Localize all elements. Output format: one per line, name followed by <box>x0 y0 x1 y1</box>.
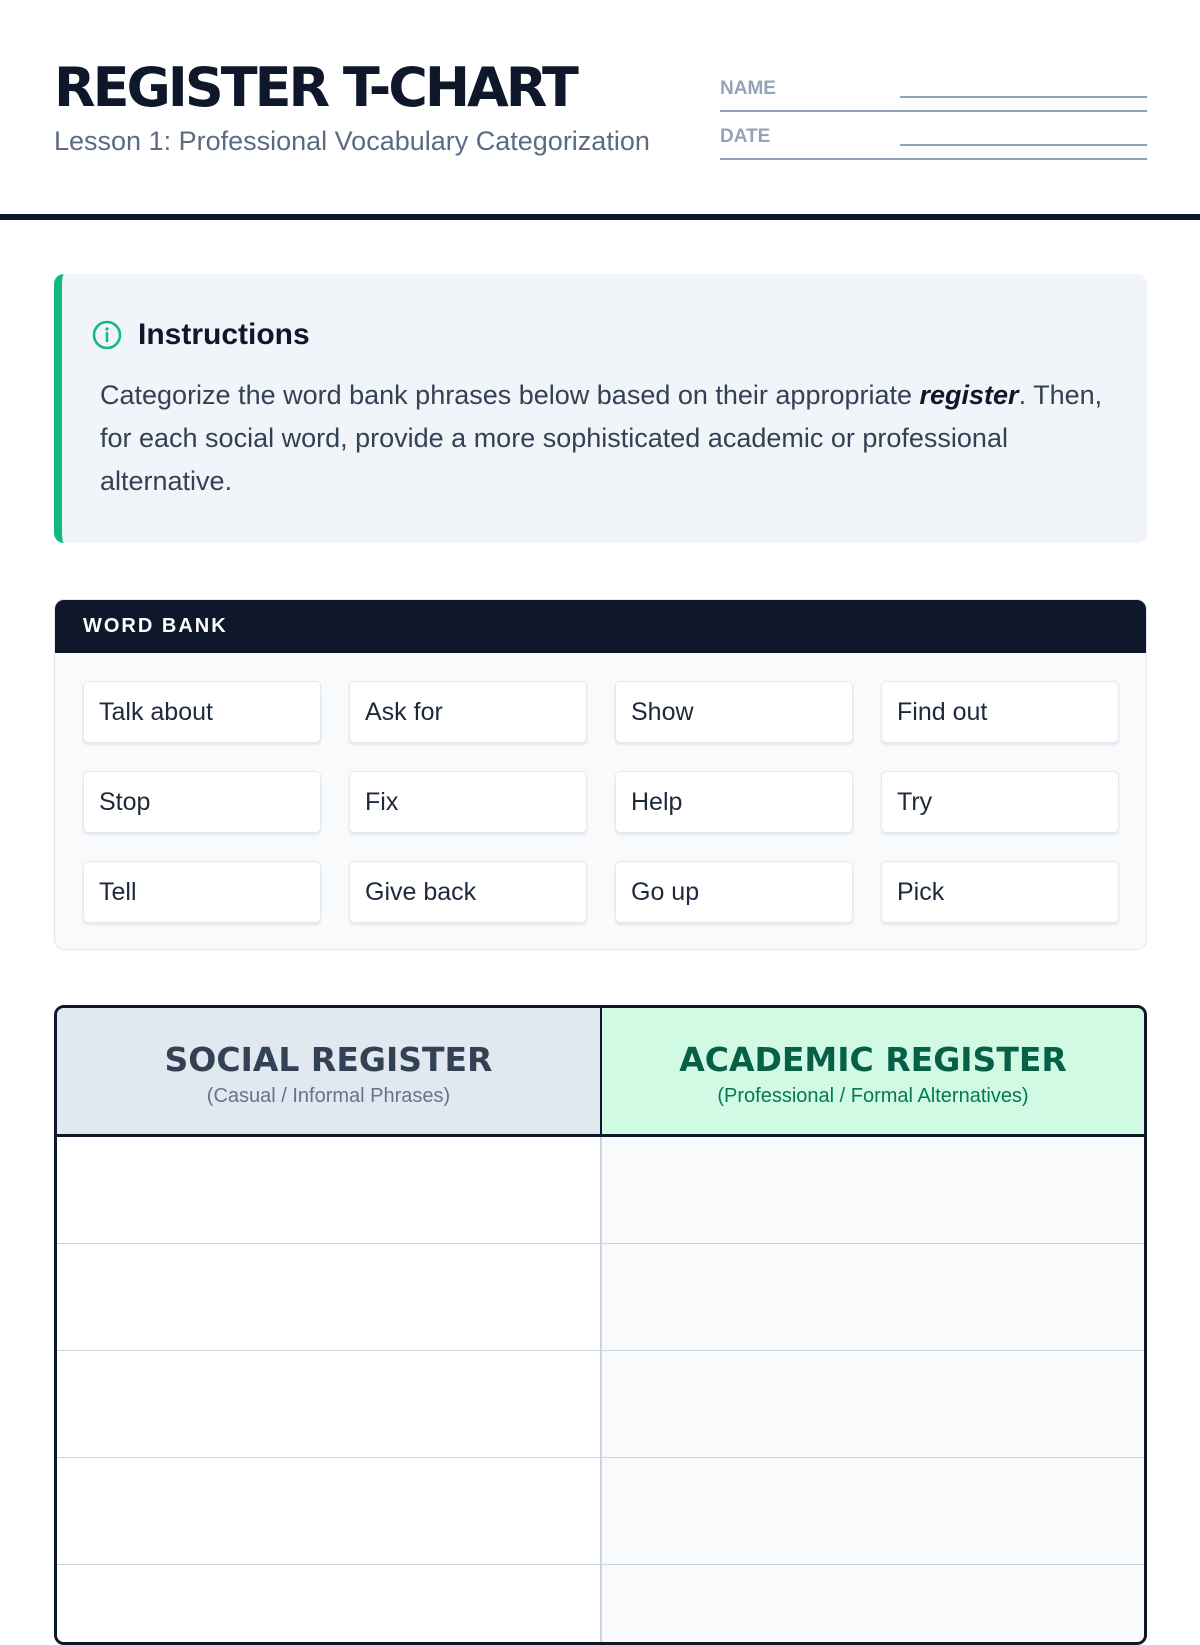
info-icon <box>92 320 122 350</box>
instructions-heading <box>92 318 310 352</box>
academic-register-header <box>602 1008 1144 1137</box>
word-bank-title: WORD BANK <box>55 600 1146 653</box>
page-subtitle: Lesson 1: Professional Vocabulary Categorization <box>54 126 650 156</box>
academic-register-subtitle: (Professional / Formal Alternatives) <box>717 1085 1029 1107</box>
instructions-text-before: Categorize the word bank phrases below based on their appropriate <box>100 380 920 410</box>
word-chip[interactable]: Fix <box>349 771 587 833</box>
worksheet-header <box>0 0 1200 220</box>
word-chip[interactable]: Go up <box>615 861 853 923</box>
academic-answer-cell[interactable] <box>602 1244 1144 1350</box>
academic-answer-cell[interactable] <box>602 1565 1144 1645</box>
date-line <box>900 144 1147 146</box>
social-answer-cell[interactable] <box>57 1351 602 1457</box>
instructions-title: Instructions <box>138 318 310 351</box>
word-bank-grid <box>83 681 1121 923</box>
word-chip[interactable]: Show <box>615 681 853 743</box>
social-register-subtitle: (Casual / Informal Phrases) <box>206 1085 451 1107</box>
date-field[interactable] <box>720 126 1147 160</box>
page-title: REGISTER T-CHART <box>54 56 576 119</box>
word-chip[interactable]: Help <box>615 771 853 833</box>
academic-answer-cell[interactable] <box>602 1137 1144 1243</box>
name-line <box>900 96 1147 98</box>
social-answer-cell[interactable] <box>57 1244 602 1350</box>
academic-register-title: ACADEMIC REGISTER <box>679 1040 1067 1079</box>
instructions-emphasis: register <box>919 380 1019 410</box>
t-chart-row <box>57 1565 1144 1645</box>
date-label: DATE <box>720 126 771 147</box>
word-chip[interactable]: Tell <box>83 861 321 923</box>
word-chip[interactable]: Find out <box>881 681 1119 743</box>
word-chip[interactable]: Try <box>881 771 1119 833</box>
t-chart-row <box>57 1351 1144 1458</box>
instructions-text-after: . Then, for each social word, provide a more sophisticated academic or professional alternative. <box>100 380 1103 496</box>
academic-answer-cell[interactable] <box>602 1351 1144 1457</box>
t-chart-row <box>57 1137 1144 1244</box>
instructions-text <box>100 374 1110 503</box>
name-label: NAME <box>720 78 776 99</box>
t-chart-row <box>57 1458 1144 1565</box>
word-chip[interactable]: Ask for <box>349 681 587 743</box>
social-answer-cell[interactable] <box>57 1458 602 1564</box>
word-chip[interactable]: Stop <box>83 771 321 833</box>
t-chart-row <box>57 1244 1144 1351</box>
word-chip[interactable]: Talk about <box>83 681 321 743</box>
word-chip[interactable]: Pick <box>881 861 1119 923</box>
academic-answer-cell[interactable] <box>602 1458 1144 1564</box>
word-chip[interactable]: Give back <box>349 861 587 923</box>
t-chart <box>54 1005 1147 1645</box>
social-answer-cell[interactable] <box>57 1137 602 1243</box>
social-answer-cell[interactable] <box>57 1565 602 1645</box>
name-field[interactable] <box>720 78 1147 112</box>
word-bank <box>54 599 1147 950</box>
t-chart-body <box>57 1137 1144 1642</box>
social-register-header <box>57 1008 602 1137</box>
social-register-title: SOCIAL REGISTER <box>164 1040 493 1079</box>
